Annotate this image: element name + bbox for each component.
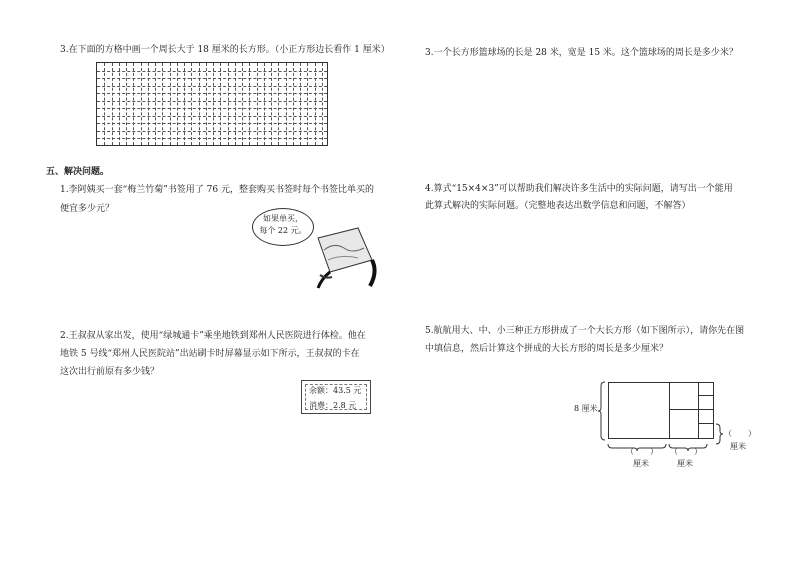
bubble-line1: 如果单买，	[263, 214, 303, 223]
q3-left-text: 3.在下面的方格中画一个周长大于 18 厘米的长方形。（小正方形边长看作 1 厘米）	[60, 45, 390, 55]
q4-line1: 4.算式“15×4×3”可以帮助我们解决许多生活中的实际问题，请写出一个能用	[425, 184, 733, 194]
q1-line2: 便宜多少元？	[60, 204, 115, 214]
blank-bottom-2[interactable]: （ ）	[670, 447, 702, 456]
q2-line3: 这次出行前原有多少钱？	[60, 367, 160, 377]
q5-line1: 5.航航用大、中、小三种正方形拼成了一个大长方形（如下图所示），请你先在图	[425, 326, 745, 336]
balance-text: 余额：43.5 元	[309, 386, 362, 395]
height-label: 8 厘米	[574, 404, 598, 413]
blank-right[interactable]: （ ）	[724, 429, 756, 438]
blank-bottom-1[interactable]: （ ）	[626, 447, 658, 456]
q1-line1: 1.李阿姨买一套“梅兰竹菊”书签用了 76 元，整套购买书签时每个书签比单买的	[60, 185, 374, 195]
q5-line2: 中填信息，然后计算这个拼成的大长方形的周长是多少厘米？	[425, 344, 669, 354]
q2-line1: 2.王叔叔从家出发，使用“绿城通卡”乘坐地铁到郑州人民医院进行体检。他在	[60, 331, 366, 341]
card-display	[301, 380, 371, 414]
section-title: 五、解决问题。	[46, 167, 110, 177]
unit-bottom-1: 厘米	[633, 459, 649, 468]
q3-right-text: 3.一个长方形篮球场的长是 28 米，宽是 15 米。这个篮球场的周长是多少米？	[425, 48, 738, 58]
q4-line2: 此算式解决的实际问题。（完整地表达出数学信息和问题，不解答）	[425, 201, 691, 211]
q2-line2: 地铁 5 号线“郑州人民医院站”出站刷卡时屏幕显示如下所示，王叔叔的卡在	[60, 349, 360, 359]
fee-text: 消费：2.8 元	[309, 401, 357, 410]
unit-bottom-2: 厘米	[677, 459, 693, 468]
unit-right: 厘米	[730, 442, 746, 451]
drawing-grid[interactable]	[96, 62, 328, 146]
bubble-line2: 每个 22 元。	[259, 226, 307, 235]
